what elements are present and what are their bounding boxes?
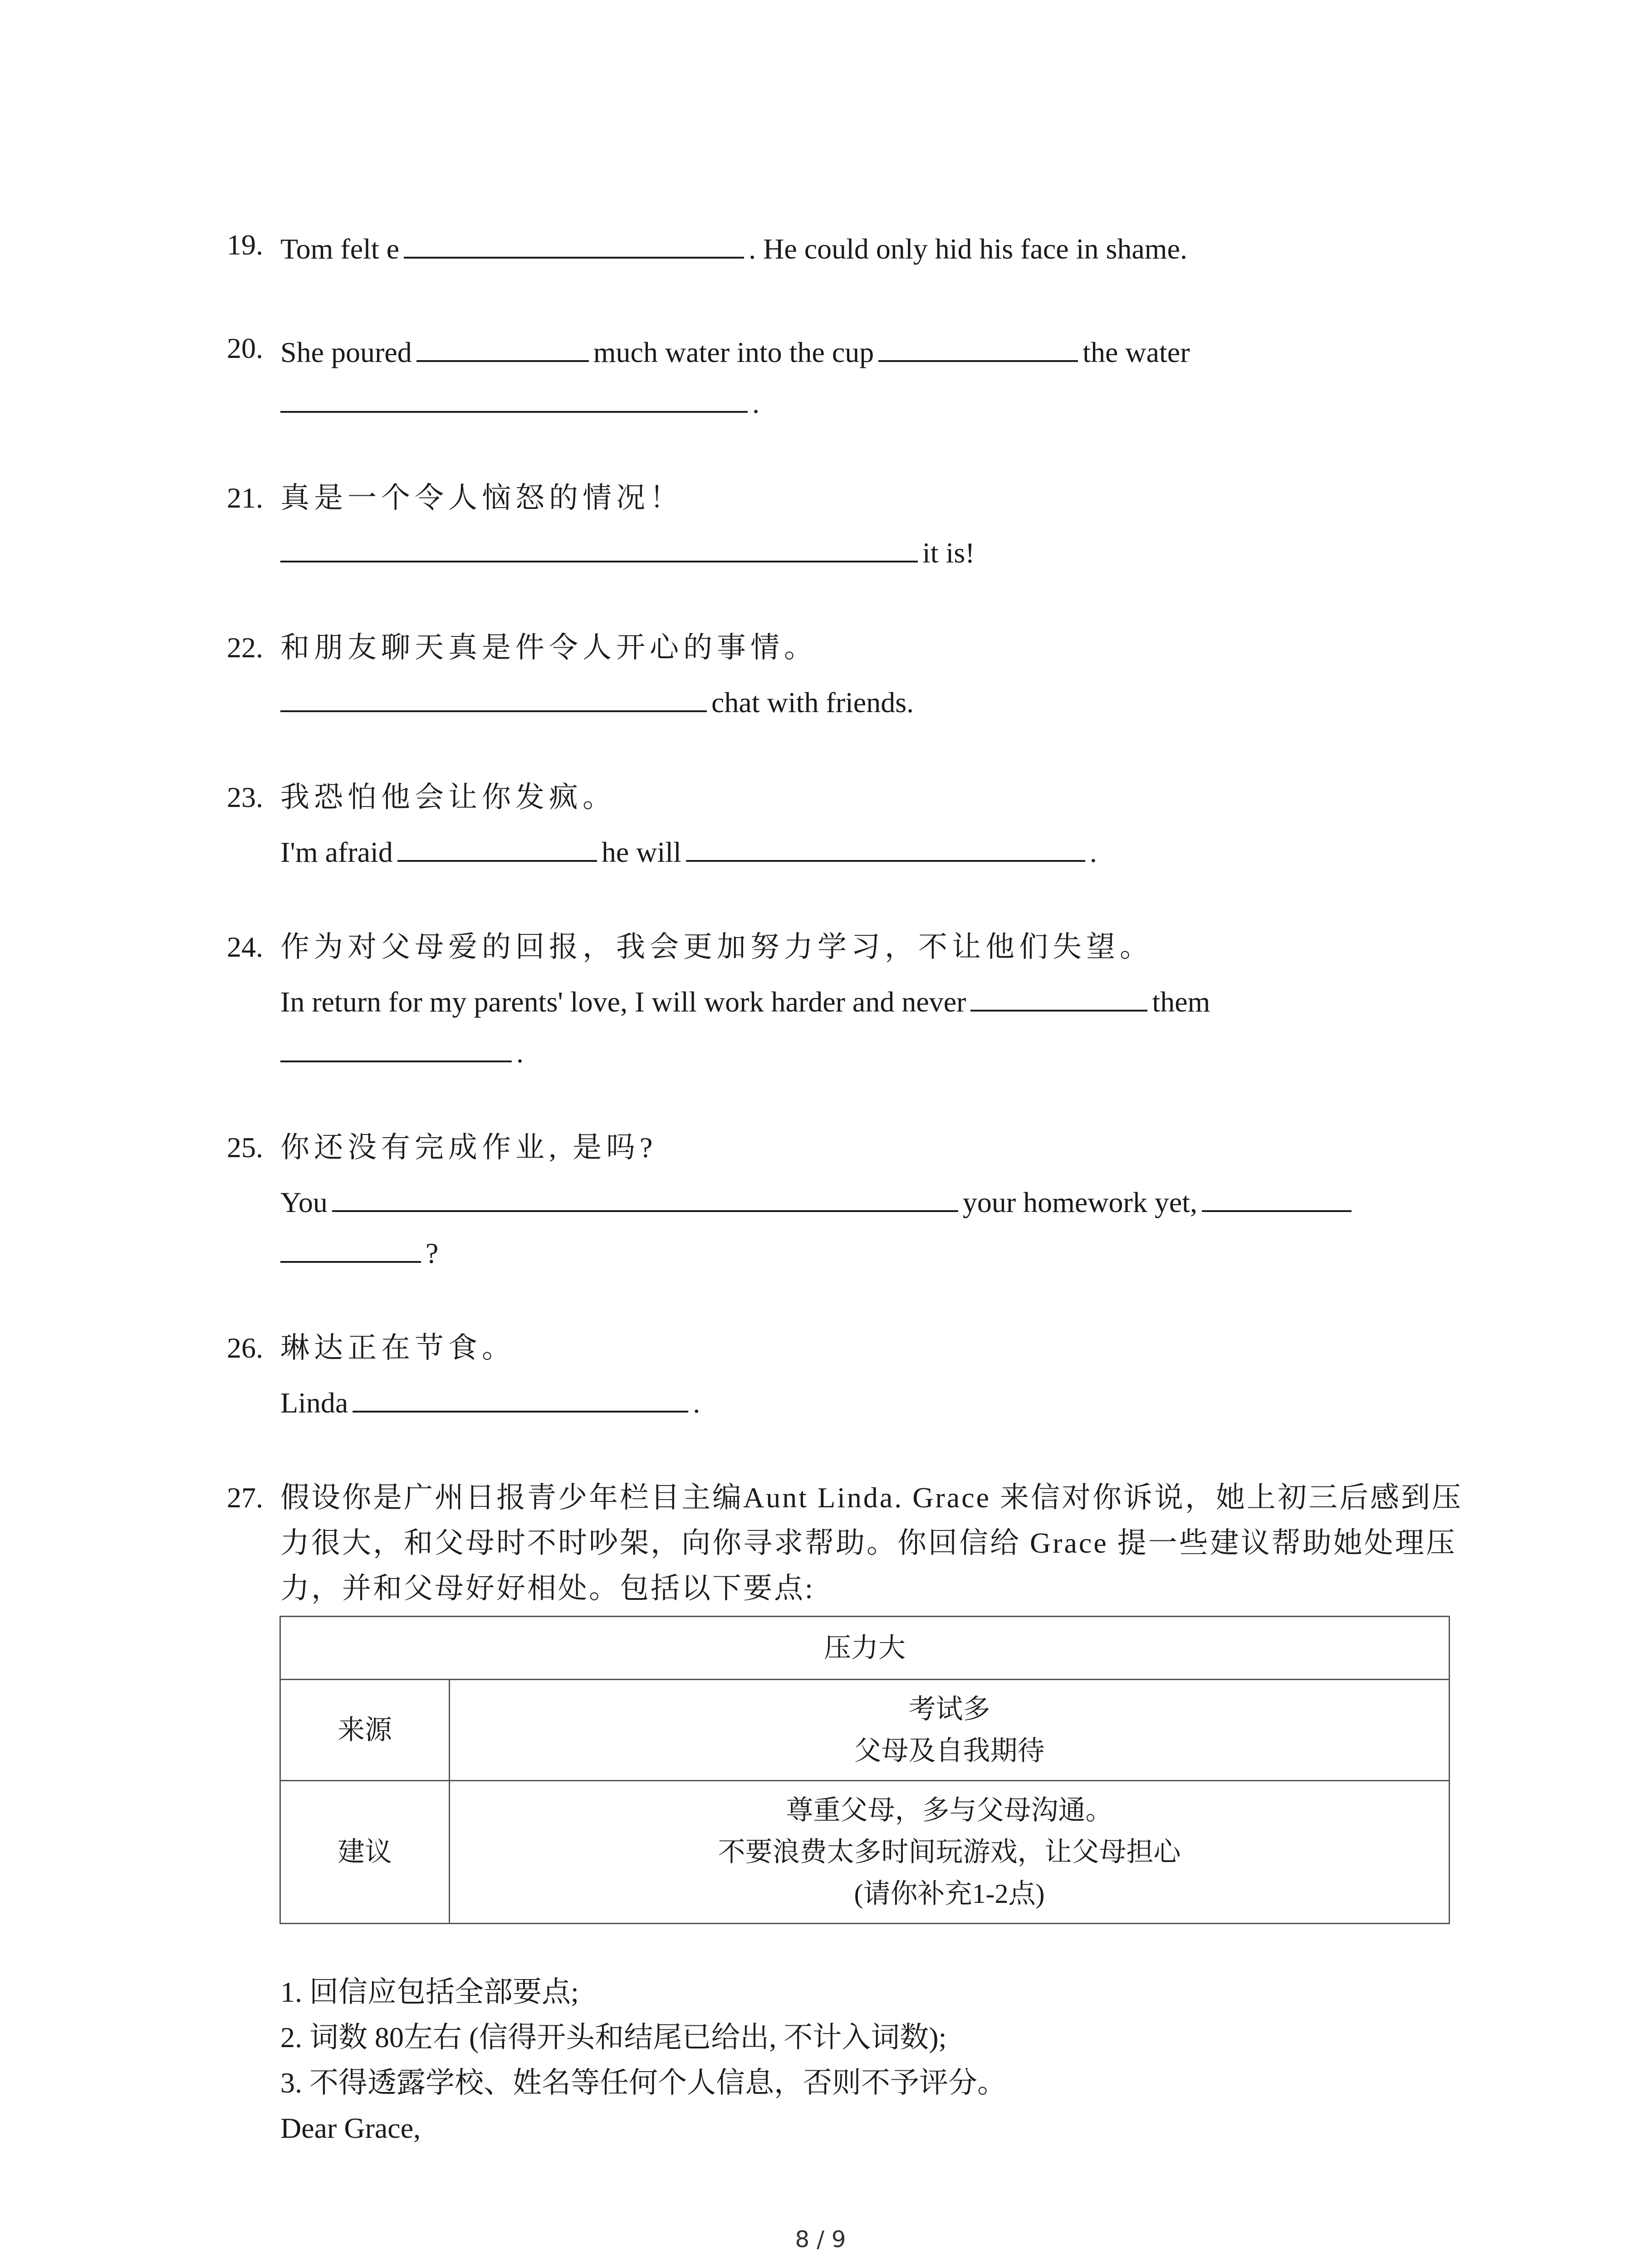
answer-blank[interactable] — [280, 531, 918, 562]
advice-item: 尊重父母，多与父母沟通。 — [786, 1795, 1113, 1825]
advice-cell — [450, 1781, 1450, 1924]
table-row — [280, 1680, 1450, 1781]
question-22-answer — [280, 680, 914, 717]
question-24-continuation — [280, 1031, 524, 1067]
answer-blank[interactable] — [686, 830, 1085, 862]
requirement-1: 1. 回信应包括全部要点; — [280, 1976, 579, 2008]
answer-blank[interactable] — [878, 330, 1078, 362]
question-26-prefix: Linda — [280, 1387, 348, 1419]
question-22-number: 22. — [227, 631, 263, 664]
question-23-prefix: I'm afraid — [280, 836, 393, 868]
question-25-number: 25. — [227, 1131, 263, 1163]
source-cell — [450, 1680, 1450, 1781]
question-22-chinese: 和朋友聊天真是件令人开心的事情。 — [280, 631, 818, 664]
question-19 — [280, 227, 1187, 263]
question-19-prefix: Tom felt e — [280, 233, 400, 265]
question-20-continuation — [280, 381, 759, 417]
source-label: 来源 — [280, 1680, 450, 1781]
answer-blank[interactable] — [332, 1180, 958, 1212]
question-23-answer — [280, 830, 1097, 866]
question-25-chinese: 你还没有完成作业, 是吗? — [280, 1131, 657, 1163]
question-19-suffix: . He could only hid his face in shame. — [749, 233, 1187, 265]
question-21-answer — [280, 531, 975, 567]
question-23-middle: he will — [601, 836, 681, 868]
question-26-answer — [280, 1381, 700, 1417]
answer-blank[interactable] — [353, 1381, 688, 1413]
question-25-continuation — [280, 1231, 438, 1267]
question-25-prefix: You — [280, 1186, 328, 1218]
question-24-chinese: 作为对父母爱的回报，我会更加努力学习，不让他们失望。 — [280, 931, 1153, 963]
answer-blank[interactable] — [280, 381, 748, 413]
answer-blank[interactable] — [1202, 1180, 1352, 1212]
question-21-suffix: it is! — [922, 537, 975, 569]
answer-blank[interactable] — [970, 980, 1147, 1012]
question-24-number: 24. — [227, 931, 263, 963]
answer-blank[interactable] — [280, 1231, 421, 1263]
question-27-line-3: 力，并和父母好好相处。包括以下要点: — [280, 1572, 815, 1604]
writing-points-table — [279, 1616, 1450, 1924]
table-row — [280, 1781, 1450, 1924]
advice-item: (请你补充1-2点) — [854, 1879, 1045, 1909]
answer-blank[interactable] — [280, 1031, 512, 1062]
requirement-2: 2. 词数 80左右 (信得开头和结尾已给出, 不计入词数); — [280, 2021, 947, 2053]
question-24-end: . — [516, 1036, 524, 1069]
question-23-end: . — [1089, 836, 1097, 868]
question-26-chinese: 琳达正在节食。 — [280, 1332, 515, 1364]
answer-blank[interactable] — [404, 227, 744, 259]
source-item: 考试多 — [908, 1694, 990, 1724]
question-20 — [280, 330, 1190, 367]
question-24-answer — [280, 980, 1210, 1016]
question-21-chinese: 真是一个令人恼怒的情况！ — [280, 482, 683, 514]
question-27-line-2: 力很大，和父母时不时吵架，向你寻求帮助。你回信给 Grace 提一些建议帮助她处理压 — [280, 1527, 1457, 1559]
question-25-end: ? — [426, 1237, 439, 1269]
question-23-chinese: 我恐怕他会让你发疯。 — [280, 781, 616, 813]
question-20-middle-2: the water — [1083, 336, 1190, 368]
table-header-cell: 压力大 — [280, 1617, 1450, 1680]
answer-blank[interactable] — [280, 680, 707, 712]
requirement-3: 3. 不得透露学校、姓名等任何个人信息，否则不予评分。 — [280, 2067, 1006, 2099]
question-20-middle-1: much water into the cup — [593, 336, 874, 368]
question-20-end: . — [752, 387, 759, 419]
advice-label: 建议 — [280, 1781, 450, 1924]
question-26-end: . — [693, 1387, 700, 1419]
question-25-middle: your homework yet, — [962, 1186, 1198, 1218]
question-27-number: 27. — [227, 1481, 263, 1514]
source-item: 父母及自我期待 — [854, 1736, 1045, 1766]
answer-blank[interactable] — [416, 330, 589, 362]
question-25-answer — [280, 1180, 1356, 1217]
answer-blank[interactable] — [397, 830, 597, 862]
letter-salutation: Dear Grace, — [280, 2112, 421, 2144]
question-19-number: 19. — [227, 229, 263, 261]
question-21-number: 21. — [227, 482, 263, 514]
table-row — [280, 1617, 1450, 1680]
page-number: 8 / 9 — [795, 2226, 846, 2253]
question-24-middle: them — [1152, 986, 1210, 1018]
question-27-line-1: 假设你是广州日报青少年栏目主编Aunt Linda. Grace 来信对你诉说，她上初三后感到压 — [280, 1481, 1463, 1514]
question-20-prefix: She poured — [280, 336, 412, 368]
question-26-number: 26. — [227, 1332, 263, 1364]
question-20-number: 20. — [227, 332, 263, 364]
advice-item: 不要浪费太多时间玩游戏，让父母担心 — [718, 1837, 1181, 1867]
question-22-suffix: chat with friends. — [711, 686, 914, 719]
question-24-prefix: In return for my parents' love, I will work harder and never — [280, 986, 966, 1018]
question-23-number: 23. — [227, 781, 263, 813]
